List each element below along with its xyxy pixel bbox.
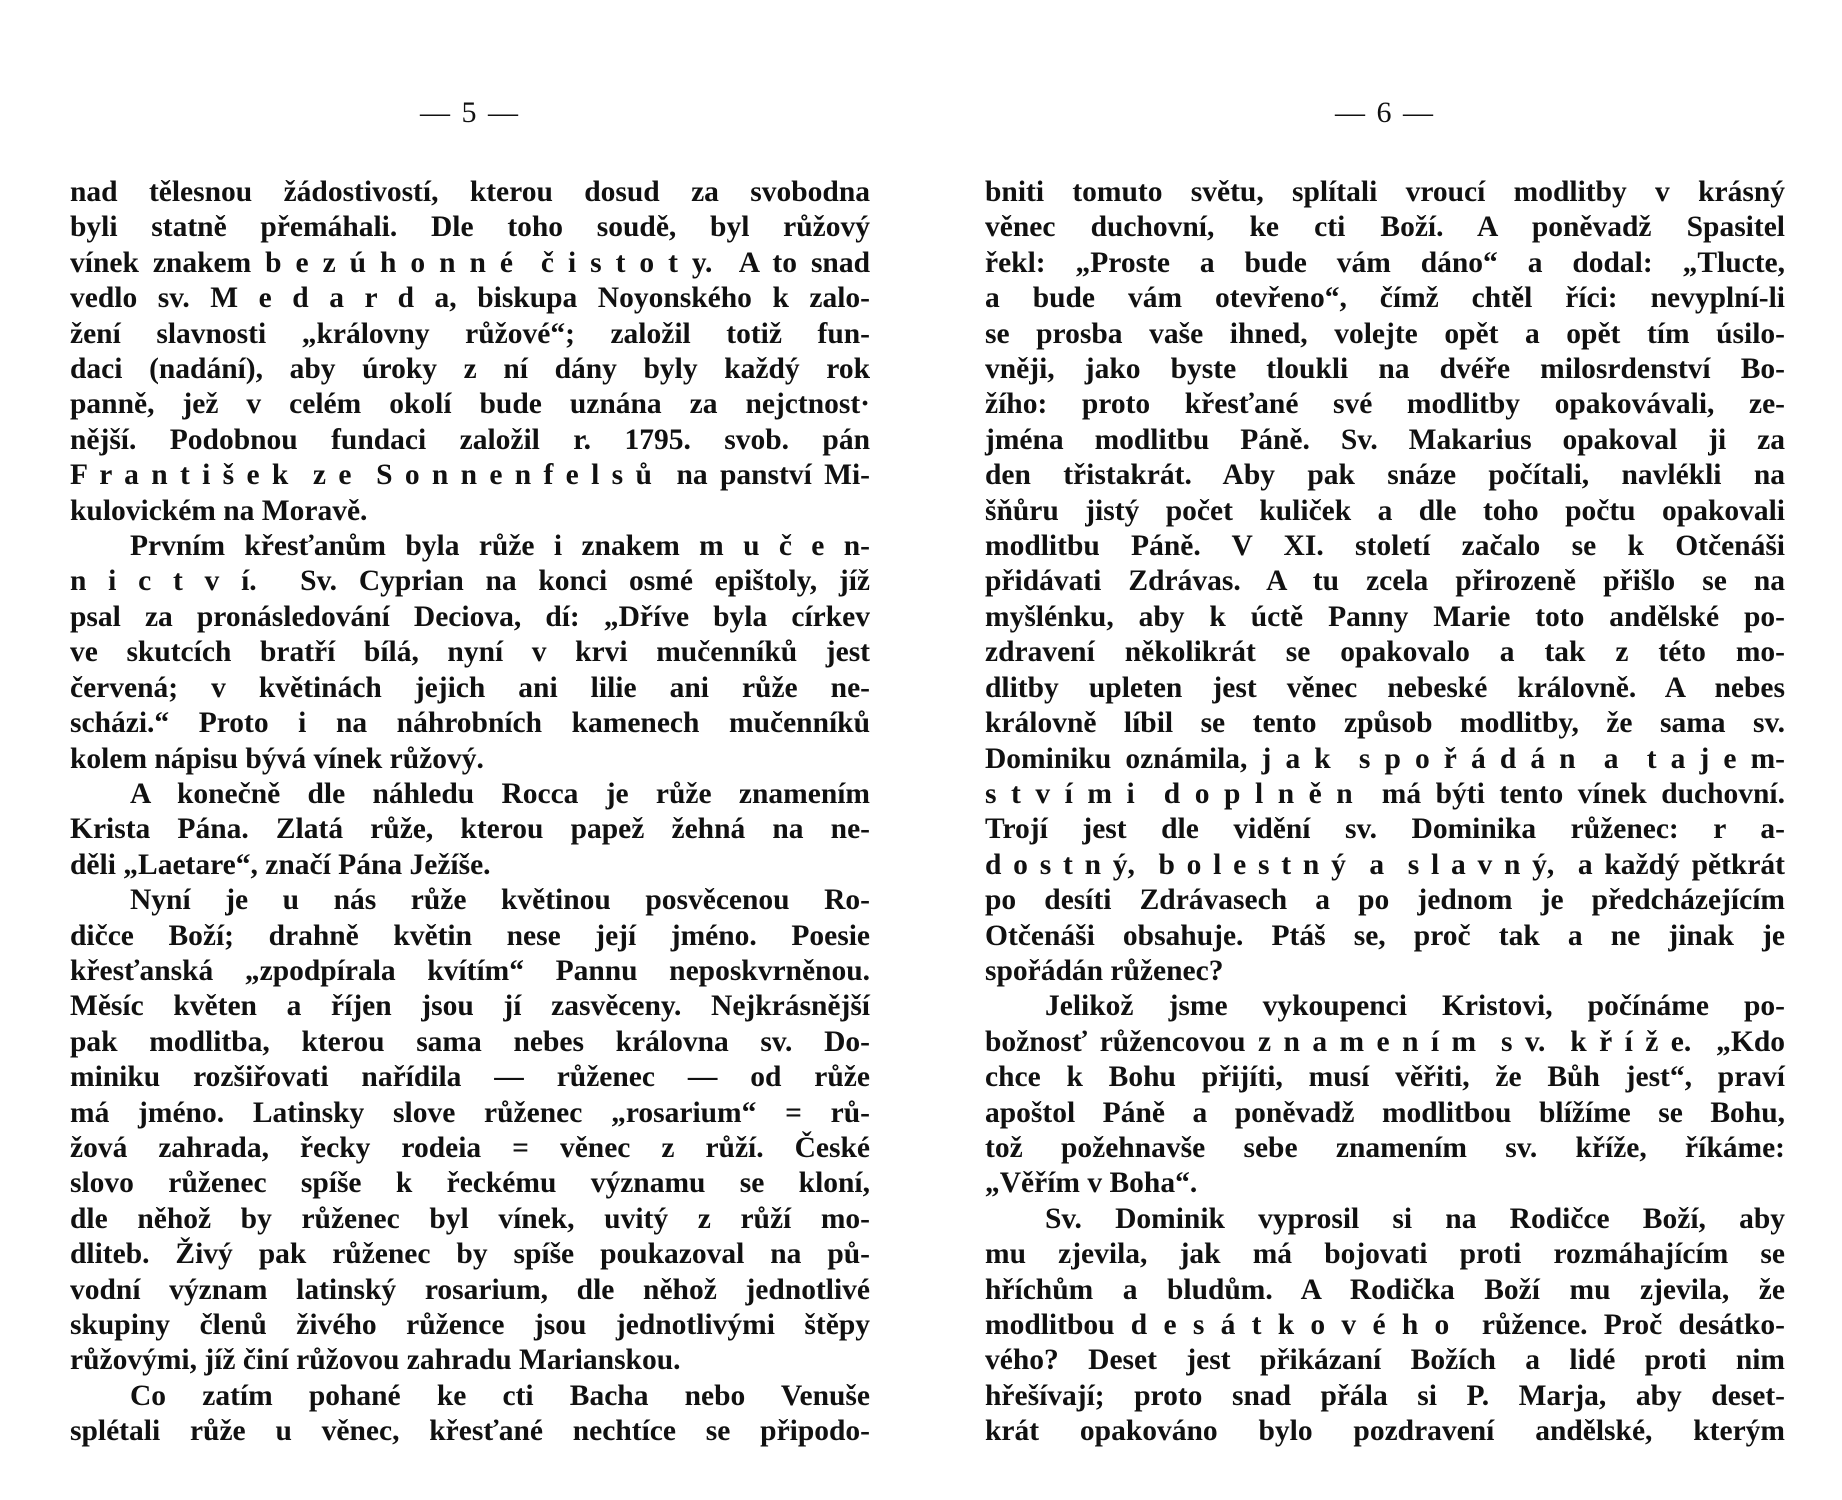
text-line: Co zatím pohané ke cti Bacha nebo Venuše (130, 1379, 870, 1412)
text-line: spořádán růženec? (985, 954, 1224, 987)
page-number: — 5 — (420, 96, 520, 129)
text-line: vněji, jako byste tloukli na dvéře milosrdenství Bo- (985, 353, 1785, 386)
text-line: Otčenáši obsahuje. Ptáš se, proč tak a ne jinak je (985, 919, 1785, 952)
text-line: dliteb. Živý pak růženec by spíše poukazoval na pů- (70, 1238, 870, 1271)
text-line: řekl: „Proste a bude vám dáno“ a dodal: „Tlucte, (985, 246, 1785, 279)
text-line: Krista Pána. Zlatá růže, kterou papež žehná na ne- (70, 813, 870, 846)
text-line: psal za pronásledování Deciova, dí: „Dříve byla církev (70, 600, 870, 633)
text-line: den třistakrát. Aby pak snáze počítali, navlékli na (985, 459, 1785, 492)
text-line: vedlo sv. M e d a r d a, biskupa Noyonského k zalo- (70, 282, 870, 315)
text-line: věnec duchovní, ke cti Boží. A poněvadž Spasitel (985, 211, 1785, 244)
text-line: Měsíc květen a říjen jsou jí zasvěceny. Nejkrásnější (70, 990, 870, 1023)
text-line: miniku rozšiřovati nařídila — růženec — od růže (70, 1061, 870, 1094)
text-line: žího: proto křesťané své modlitby opakovávali, ze- (985, 388, 1785, 421)
text-line: tož požehnavše sebe znamením sv. kříže, říkáme: (985, 1131, 1785, 1164)
text-line: nad tělesnou žádostivostí, kterou dosud za svobodna (70, 176, 870, 208)
text-line: má jméno. Latinsky slove růženec „rosarium“ = rů- (70, 1096, 870, 1129)
text-line: s t v í m i d o p l n ě n má býti tento vínek duchovní. (985, 777, 1785, 810)
left-page (70, 0, 870, 1500)
text-line: hřešívají; proto snad přála si P. Marja, aby deset- (985, 1379, 1785, 1412)
text-line: šňůru jistý počet kuliček a dle toho počtu opakovali (985, 494, 1785, 527)
text-line: ve skutcích bratří bílá, nyní v krvi mučenníků jest (70, 636, 870, 669)
text-line: křesťanská „zpodpírala kvítím“ Pannu neposkvrněnou. (70, 954, 870, 987)
text-line: kulovickém na Moravě. (70, 494, 368, 527)
page-text (985, 175, 1785, 1450)
text-line: jména modlitbu Páně. Sv. Makarius opakoval ji za (985, 423, 1785, 456)
text-line: červená; v květinách jejich ani lilie ani růže ne- (70, 671, 870, 704)
text-line: n i c t v í. Sv. Cyprian na konci osmé epištoly, jíž (70, 565, 870, 598)
text-line: krát opakováno bylo pozdravení andělské, kterým (985, 1415, 1785, 1448)
text-line: „Věřím v Boha“. (985, 1167, 1198, 1200)
text-line: žení slavnosti „královny růžové“; založil totiž fun- (70, 317, 870, 350)
text-line: po desíti Zdrávasech a po jednom je předcházejícím (985, 884, 1785, 917)
text-line: kolem nápisu bývá vínek růžový. (70, 742, 484, 775)
page-text (70, 175, 870, 1450)
text-line: žová zahrada, řecky rodeia = věnec z růží. České (70, 1131, 870, 1164)
text-line: růžovými, jíž činí růžovou zahradu Marianskou. (70, 1344, 681, 1377)
text-line: dle něhož by růženec byl vínek, uvitý z růží mo- (70, 1202, 870, 1235)
page-number: — 6 — (1335, 96, 1435, 129)
text-line: A konečně dle náhledu Rocca je růže znamením (130, 777, 870, 810)
text-line: Trojí jest dle vidění sv. Dominika růženec: r a- (985, 813, 1785, 846)
text-line: myšlénku, aby k úctě Panny Marie toto andělské po- (985, 600, 1785, 633)
text-line: přidávati Zdrávas. A tu zcela přirozeně přišlo se na (985, 565, 1785, 598)
text-line: hříchům a bludům. A Rodička Boží mu zjevila, že (985, 1273, 1785, 1306)
text-line: skupiny členů živého růžence jsou jednotlivými štěpy (70, 1309, 870, 1341)
text-line: daci (nadání), aby úroky z ní dány byly každý rok (70, 353, 870, 386)
text-line: splétali růže u věnec, křesťané nechtíce se připodo- (70, 1415, 870, 1448)
text-line: dlitby upleten jest věnec nebeské královně. A nebes (985, 671, 1785, 704)
text-line: Nyní je u nás růže květinou posvěcenou Ro- (130, 884, 870, 917)
text-line: F r a n t i š e k z e S o n n e n f e l s ů na panství Mi- (70, 459, 870, 492)
text-line: modlitbu Páně. V XI. století začalo se k Otčenáši (985, 530, 1785, 563)
text-line: byli statně přemáhali. Dle toho soudě, byl růžový (70, 211, 870, 244)
text-line: vého? Deset jest přikázaní Božích a lidé proti nim (985, 1344, 1785, 1377)
right-page (985, 0, 1785, 1500)
text-line: Jelikož jsme vykoupenci Kristovi, počínáme po- (1045, 990, 1785, 1023)
text-line: Sv. Dominik vyprosil si na Rodičce Boží, aby (1045, 1202, 1785, 1235)
text-line: vodní význam latinský rosarium, dle něhož jednotlivé (70, 1273, 870, 1306)
text-line: zdravení několikrát se opakovalo a tak z této mo- (985, 636, 1785, 669)
text-line: a bude vám otevřeno“, čímž chtěl říci: nevyplní-li (985, 282, 1785, 315)
text-line: scházi.“ Proto i na náhrobních kamenech mučenníků (70, 707, 870, 740)
text-line: pak modlitba, kterou sama nebes královna sv. Do- (70, 1025, 870, 1058)
text-line: Prvním křesťanům byla růže i znakem m u č e n- (130, 530, 870, 563)
text-line: d o s t n ý, b o l e s t n ý a s l a v n ý, a každý pětkrát (985, 848, 1785, 881)
text-line: apoštol Páně a poněvadž modlitbou blížíme se Bohu, (985, 1096, 1785, 1129)
text-line: královně líbil se tento způsob modlitby, že sama sv. (985, 707, 1785, 740)
text-line: mu zjevila, jak má bojovati proti rozmáhajícím se (985, 1238, 1785, 1271)
text-line: bniti tomuto světu, splítali vroucí modlitby v krásný (985, 176, 1785, 208)
text-line: nější. Podobnou fundaci založil r. 1795. svob. pán (70, 423, 870, 456)
text-line: chce k Bohu přijíti, musí věřiti, že Bůh jest“, praví (985, 1061, 1785, 1094)
text-line: slovo růženec spíše k řeckému významu se kloní, (70, 1167, 870, 1200)
text-line: panně, jež v celém okolí bude uznána za nejctnost· (70, 388, 870, 421)
text-line: božnosť růžencovou z n a m e n í m s v. k ř í ž e. „Kdo (985, 1025, 1785, 1058)
text-line: vínek znakem b e z ú h o n n é č i s t o t y. A to snad (70, 246, 870, 279)
text-line: Dominiku oznámila, j a k s p o ř á d á n a t a j e m- (985, 742, 1785, 775)
text-line: děli „Laetare“, značí Pána Ježíše. (70, 848, 491, 881)
text-line: se prosba vaše ihned, volejte opět a opět tím úsilo- (985, 317, 1785, 350)
text-line: dičce Boží; drahně květin nese její jméno. Poesie (70, 919, 870, 952)
text-line: modlitbou d e s á t k o v é h o růžence. Proč desátko- (985, 1309, 1785, 1341)
